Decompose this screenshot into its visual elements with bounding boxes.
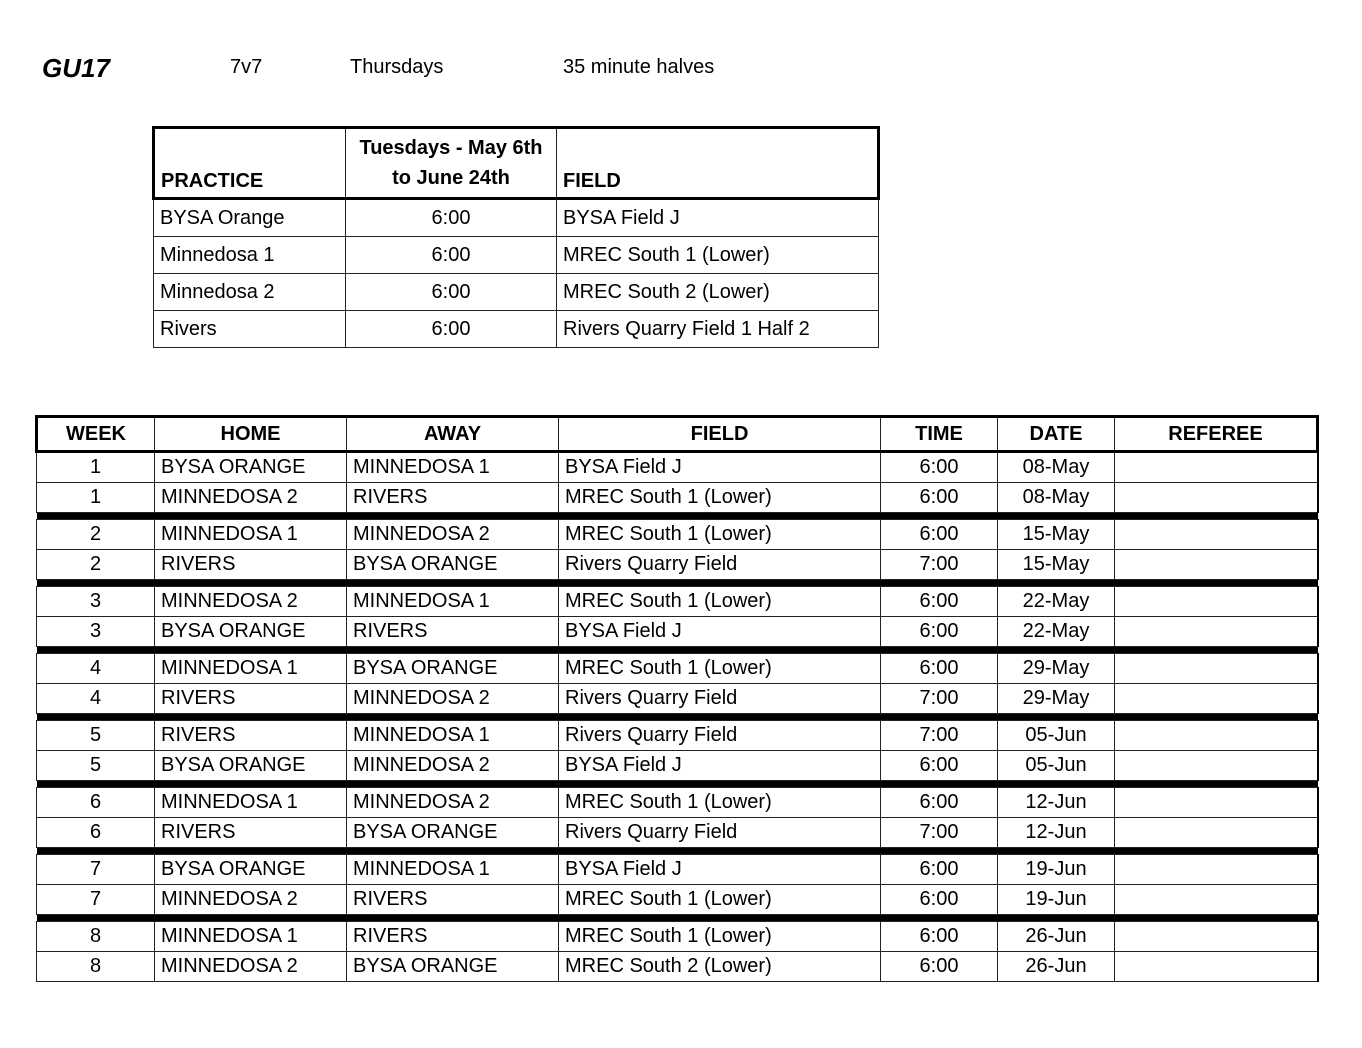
time-cell: 7:00	[881, 818, 998, 848]
date-cell: 19-Jun	[998, 885, 1115, 915]
away-cell: RIVERS	[347, 922, 559, 952]
home-cell: BYSA ORANGE	[155, 452, 347, 483]
away-cell: MINNEDOSA 1	[347, 452, 559, 483]
practice-row	[154, 237, 879, 274]
date-cell: 05-Jun	[998, 751, 1115, 781]
referee-header: REFEREE	[1115, 417, 1318, 452]
week-separator-bar	[37, 848, 1318, 855]
field-cell: BYSA Field J	[559, 617, 881, 647]
referee-cell	[1115, 721, 1318, 751]
time-cell: 6:00	[881, 952, 998, 982]
practice-team: BYSA Orange	[154, 199, 346, 237]
game-row	[37, 684, 1318, 714]
week-separator	[37, 848, 1318, 855]
home-cell: BYSA ORANGE	[155, 751, 347, 781]
time-header: TIME	[881, 417, 998, 452]
referee-cell	[1115, 922, 1318, 952]
week-cell: 1	[37, 483, 155, 513]
away-cell: BYSA ORANGE	[347, 654, 559, 684]
practice-field: Rivers Quarry Field 1 Half 2	[557, 311, 879, 348]
week-separator	[37, 714, 1318, 721]
week-cell: 4	[37, 654, 155, 684]
week-cell: 6	[37, 818, 155, 848]
practice-field: MREC South 2 (Lower)	[557, 274, 879, 311]
practice-row	[154, 311, 879, 348]
week-separator	[37, 781, 1318, 788]
practice-time-header-line2: to June 24th	[392, 167, 510, 189]
week-cell: 4	[37, 684, 155, 714]
practice-team: Minnedosa 2	[154, 274, 346, 311]
away-cell: MINNEDOSA 1	[347, 721, 559, 751]
away-cell: RIVERS	[347, 617, 559, 647]
time-cell: 7:00	[881, 684, 998, 714]
week-cell: 7	[37, 885, 155, 915]
field-cell: MREC South 1 (Lower)	[559, 788, 881, 818]
home-cell: BYSA ORANGE	[155, 855, 347, 885]
time-cell: 6:00	[881, 855, 998, 885]
field-header: FIELD	[559, 417, 881, 452]
week-cell: 5	[37, 751, 155, 781]
practice-field-header: FIELD	[557, 128, 879, 199]
away-cell: MINNEDOSA 2	[347, 788, 559, 818]
game-row	[37, 483, 1318, 513]
referee-cell	[1115, 452, 1318, 483]
date-cell: 08-May	[998, 452, 1115, 483]
away-cell: BYSA ORANGE	[347, 952, 559, 982]
week-separator	[37, 580, 1318, 587]
home-cell: RIVERS	[155, 684, 347, 714]
date-cell: 22-May	[998, 617, 1115, 647]
home-cell: MINNEDOSA 2	[155, 952, 347, 982]
date-cell: 22-May	[998, 587, 1115, 617]
referee-cell	[1115, 855, 1318, 885]
week-cell: 8	[37, 922, 155, 952]
games-table	[35, 415, 1319, 982]
practice-time-header	[346, 128, 557, 199]
week-separator	[37, 647, 1318, 654]
practice-col-header: PRACTICE	[154, 128, 346, 199]
field-cell: BYSA Field J	[559, 751, 881, 781]
time-cell: 7:00	[881, 550, 998, 580]
week-header: WEEK	[37, 417, 155, 452]
game-row	[37, 587, 1318, 617]
time-cell: 6:00	[881, 788, 998, 818]
date-cell: 26-Jun	[998, 922, 1115, 952]
practice-row	[154, 199, 879, 237]
time-cell: 6:00	[881, 751, 998, 781]
home-cell: RIVERS	[155, 818, 347, 848]
date-cell: 12-Jun	[998, 818, 1115, 848]
week-cell: 8	[37, 952, 155, 982]
field-cell: MREC South 2 (Lower)	[559, 952, 881, 982]
date-cell: 19-Jun	[998, 855, 1115, 885]
time-cell: 7:00	[881, 721, 998, 751]
games-header-row	[37, 417, 1318, 452]
referee-cell	[1115, 818, 1318, 848]
home-cell: RIVERS	[155, 550, 347, 580]
time-cell: 6:00	[881, 617, 998, 647]
field-cell: Rivers Quarry Field	[559, 818, 881, 848]
referee-cell	[1115, 617, 1318, 647]
date-cell: 05-Jun	[998, 721, 1115, 751]
home-cell: MINNEDOSA 1	[155, 520, 347, 550]
week-separator-bar	[37, 647, 1318, 654]
game-row	[37, 550, 1318, 580]
time-cell: 6:00	[881, 885, 998, 915]
field-cell: Rivers Quarry Field	[559, 550, 881, 580]
home-cell: MINNEDOSA 1	[155, 922, 347, 952]
practice-time: 6:00	[346, 311, 557, 348]
time-cell: 6:00	[881, 520, 998, 550]
home-cell: MINNEDOSA 1	[155, 654, 347, 684]
away-cell: RIVERS	[347, 885, 559, 915]
game-row	[37, 654, 1318, 684]
field-cell: MREC South 1 (Lower)	[559, 654, 881, 684]
referee-cell	[1115, 952, 1318, 982]
date-cell: 26-Jun	[998, 952, 1115, 982]
game-row	[37, 452, 1318, 483]
week-separator-bar	[37, 915, 1318, 922]
away-cell: MINNEDOSA 1	[347, 855, 559, 885]
time-cell: 6:00	[881, 587, 998, 617]
week-separator-bar	[37, 714, 1318, 721]
week-cell: 2	[37, 550, 155, 580]
away-cell: MINNEDOSA 1	[347, 587, 559, 617]
field-cell: MREC South 1 (Lower)	[559, 922, 881, 952]
referee-cell	[1115, 550, 1318, 580]
game-row	[37, 952, 1318, 982]
game-format: 7v7	[230, 56, 263, 78]
time-cell: 6:00	[881, 654, 998, 684]
field-cell: MREC South 1 (Lower)	[559, 520, 881, 550]
referee-cell	[1115, 654, 1318, 684]
date-header: DATE	[998, 417, 1115, 452]
game-day: Thursdays	[350, 56, 444, 78]
time-cell: 6:00	[881, 483, 998, 513]
referee-cell	[1115, 751, 1318, 781]
away-cell: MINNEDOSA 2	[347, 751, 559, 781]
away-cell: RIVERS	[347, 483, 559, 513]
away-cell: MINNEDOSA 2	[347, 520, 559, 550]
practice-time: 6:00	[346, 274, 557, 311]
week-separator	[37, 915, 1318, 922]
practice-row	[154, 274, 879, 311]
game-row	[37, 818, 1318, 848]
away-cell: MINNEDOSA 2	[347, 684, 559, 714]
game-row	[37, 855, 1318, 885]
week-separator-bar	[37, 513, 1318, 520]
referee-cell	[1115, 587, 1318, 617]
date-cell: 15-May	[998, 520, 1115, 550]
week-cell: 1	[37, 452, 155, 483]
referee-cell	[1115, 684, 1318, 714]
home-cell: BYSA ORANGE	[155, 617, 347, 647]
practice-time: 6:00	[346, 199, 557, 237]
practice-field: MREC South 1 (Lower)	[557, 237, 879, 274]
game-row	[37, 617, 1318, 647]
half-length: 35 minute halves	[563, 56, 715, 78]
home-cell: MINNEDOSA 2	[155, 587, 347, 617]
week-cell: 3	[37, 617, 155, 647]
referee-cell	[1115, 483, 1318, 513]
game-row	[37, 885, 1318, 915]
practice-time-header-line1: Tuesdays - May 6th	[359, 137, 543, 159]
game-row	[37, 922, 1318, 952]
week-cell: 5	[37, 721, 155, 751]
practice-team: Minnedosa 1	[154, 237, 346, 274]
date-cell: 08-May	[998, 483, 1115, 513]
home-cell: MINNEDOSA 2	[155, 885, 347, 915]
home-cell: RIVERS	[155, 721, 347, 751]
week-separator-bar	[37, 781, 1318, 788]
week-cell: 7	[37, 855, 155, 885]
practice-team: Rivers	[154, 311, 346, 348]
week-cell: 3	[37, 587, 155, 617]
field-cell: Rivers Quarry Field	[559, 684, 881, 714]
away-cell: BYSA ORANGE	[347, 818, 559, 848]
week-cell: 2	[37, 520, 155, 550]
field-cell: MREC South 1 (Lower)	[559, 587, 881, 617]
practice-table	[152, 126, 880, 348]
schedule-title: GU17	[42, 53, 110, 83]
time-cell: 6:00	[881, 922, 998, 952]
game-row	[37, 520, 1318, 550]
date-cell: 15-May	[998, 550, 1115, 580]
away-header: AWAY	[347, 417, 559, 452]
game-row	[37, 788, 1318, 818]
game-row	[37, 751, 1318, 781]
practice-time: 6:00	[346, 237, 557, 274]
field-cell: BYSA Field J	[559, 855, 881, 885]
home-cell: MINNEDOSA 2	[155, 483, 347, 513]
practice-field: BYSA Field J	[557, 199, 879, 237]
week-separator	[37, 513, 1318, 520]
home-header: HOME	[155, 417, 347, 452]
field-cell: BYSA Field J	[559, 452, 881, 483]
away-cell: BYSA ORANGE	[347, 550, 559, 580]
game-row	[37, 721, 1318, 751]
home-cell: MINNEDOSA 1	[155, 788, 347, 818]
field-cell: MREC South 1 (Lower)	[559, 483, 881, 513]
date-cell: 29-May	[998, 654, 1115, 684]
field-cell: MREC South 1 (Lower)	[559, 885, 881, 915]
field-cell: Rivers Quarry Field	[559, 721, 881, 751]
referee-cell	[1115, 885, 1318, 915]
date-cell: 12-Jun	[998, 788, 1115, 818]
date-cell: 29-May	[998, 684, 1115, 714]
referee-cell	[1115, 520, 1318, 550]
week-cell: 6	[37, 788, 155, 818]
week-separator-bar	[37, 580, 1318, 587]
referee-cell	[1115, 788, 1318, 818]
time-cell: 6:00	[881, 452, 998, 483]
practice-header-row	[154, 128, 879, 199]
